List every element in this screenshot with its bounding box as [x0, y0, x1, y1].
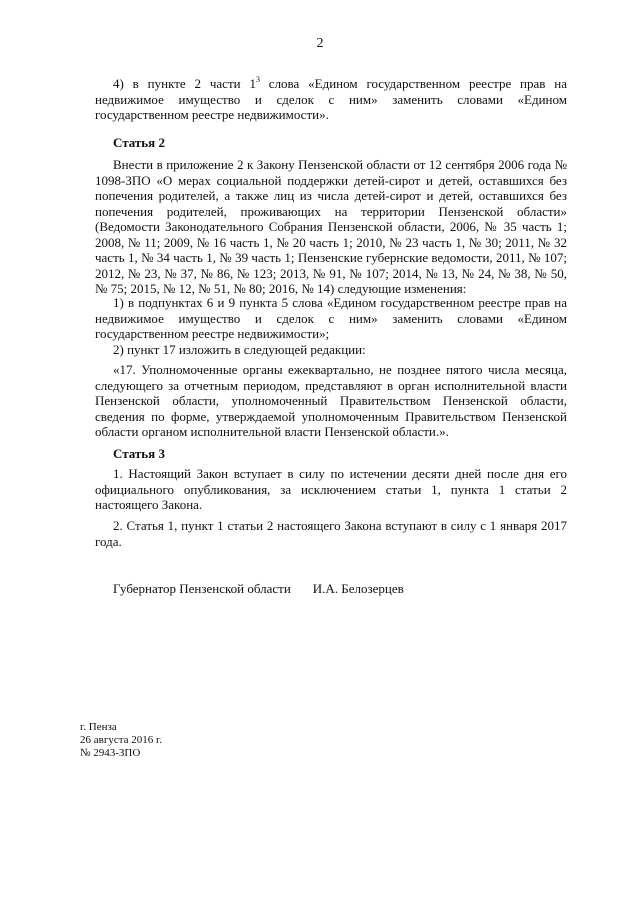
article2-item2-block: [95, 342, 567, 358]
article2-item2: 2) пункт 17 изложить в следующей редакции:: [113, 342, 366, 357]
article3-item2: 2. Статья 1, пункт 1 статьи 2 настоящего Закона вступают в силу с 1 января 2017 года.: [95, 518, 567, 549]
article2-quote-block: [95, 362, 567, 440]
footer-city: г. Пенза: [80, 721, 117, 733]
item4-block: [95, 76, 567, 123]
article2-item1-block: [95, 295, 567, 342]
article2-quote: «17. Уполномоченные органы ежеквартально, не позднее пятого числа месяца, следующего за отчетным периодом, представляют в орган исполнительной власти Пензенской области, уполномоченный Правительством Пензенской области, сведения по форме, утверждаемой уполномоченным Правительством Пензенской области органом исполнительной власти Пензенской области.».: [95, 362, 567, 439]
article3-item2-block: [95, 518, 567, 549]
signature-position: Губернатор Пензенской области: [113, 581, 291, 596]
article3-item1: 1. Настоящий Закон вступает в силу по истечении десяти дней после дня его официального опубликования, за исключением статьи 1, пункта 1 статьи 2 настоящего Закона.: [95, 466, 567, 512]
article2-item1: 1) в подпунктах 6 и 9 пункта 5 слова «Едином государственном реестре прав на недвижимое имущество и сделок с ним» заменить словами «Едином государственном реестре недвижимости»;: [95, 295, 567, 341]
item4-text-end: слова «Едином государственном реестре прав на недвижимое имущество и сделок с ним» заменить словами «Едином государственном реестре недвижимости».: [95, 76, 568, 122]
article2-intro: Внести в приложение 2 к Закону Пензенской области от 12 сентября 2006 года № 1098-ЗПО «О мерах социальной поддержки детей-сирот и детей, оставшихся без попечения родителей, а также лиц из числа детей-сирот и детей, оставшихся без попечения родителей, проживающих на территории Пензенской области» (Ведомости Законодательного Собрания Пензенской области, 2006, № 35 часть 1; 2008, № 11; 2009, № 16 часть 1, № 20 часть 1; 2010, № 23 часть 1, № 30; 2011, № 32 часть 1, № 34 часть 1, № 39 часть 1; Пензенские губернские ведомости, 2011, № 107; 2012, № 23, № 37, № 86, № 123; 2013, № 91, № 107; 2014, № 13, № 24, № 38, № 50, № 75; 2015, № 12, № 51, № 80; 2016, № 14) следующие изменения:: [95, 157, 567, 296]
item4-text-start: 4) в пункте 2 части 1: [113, 76, 256, 91]
page-number: 2: [316, 36, 324, 51]
article2-intro-block: [95, 157, 567, 297]
article3-heading: Статья 3: [113, 446, 165, 461]
document-footer: [80, 721, 162, 760]
article3-item1-block: [95, 466, 567, 513]
footer-date: 26 августа 2016 г.: [80, 734, 163, 746]
item4-superscript: 3: [255, 75, 260, 84]
article2-heading: Статья 2: [113, 135, 165, 150]
item4-paragraph: [95, 76, 567, 123]
signature-line: [113, 581, 404, 597]
signature-name: И.А. Белозерцев: [312, 581, 404, 596]
footer-number: № 2943-ЗПО: [80, 747, 141, 759]
